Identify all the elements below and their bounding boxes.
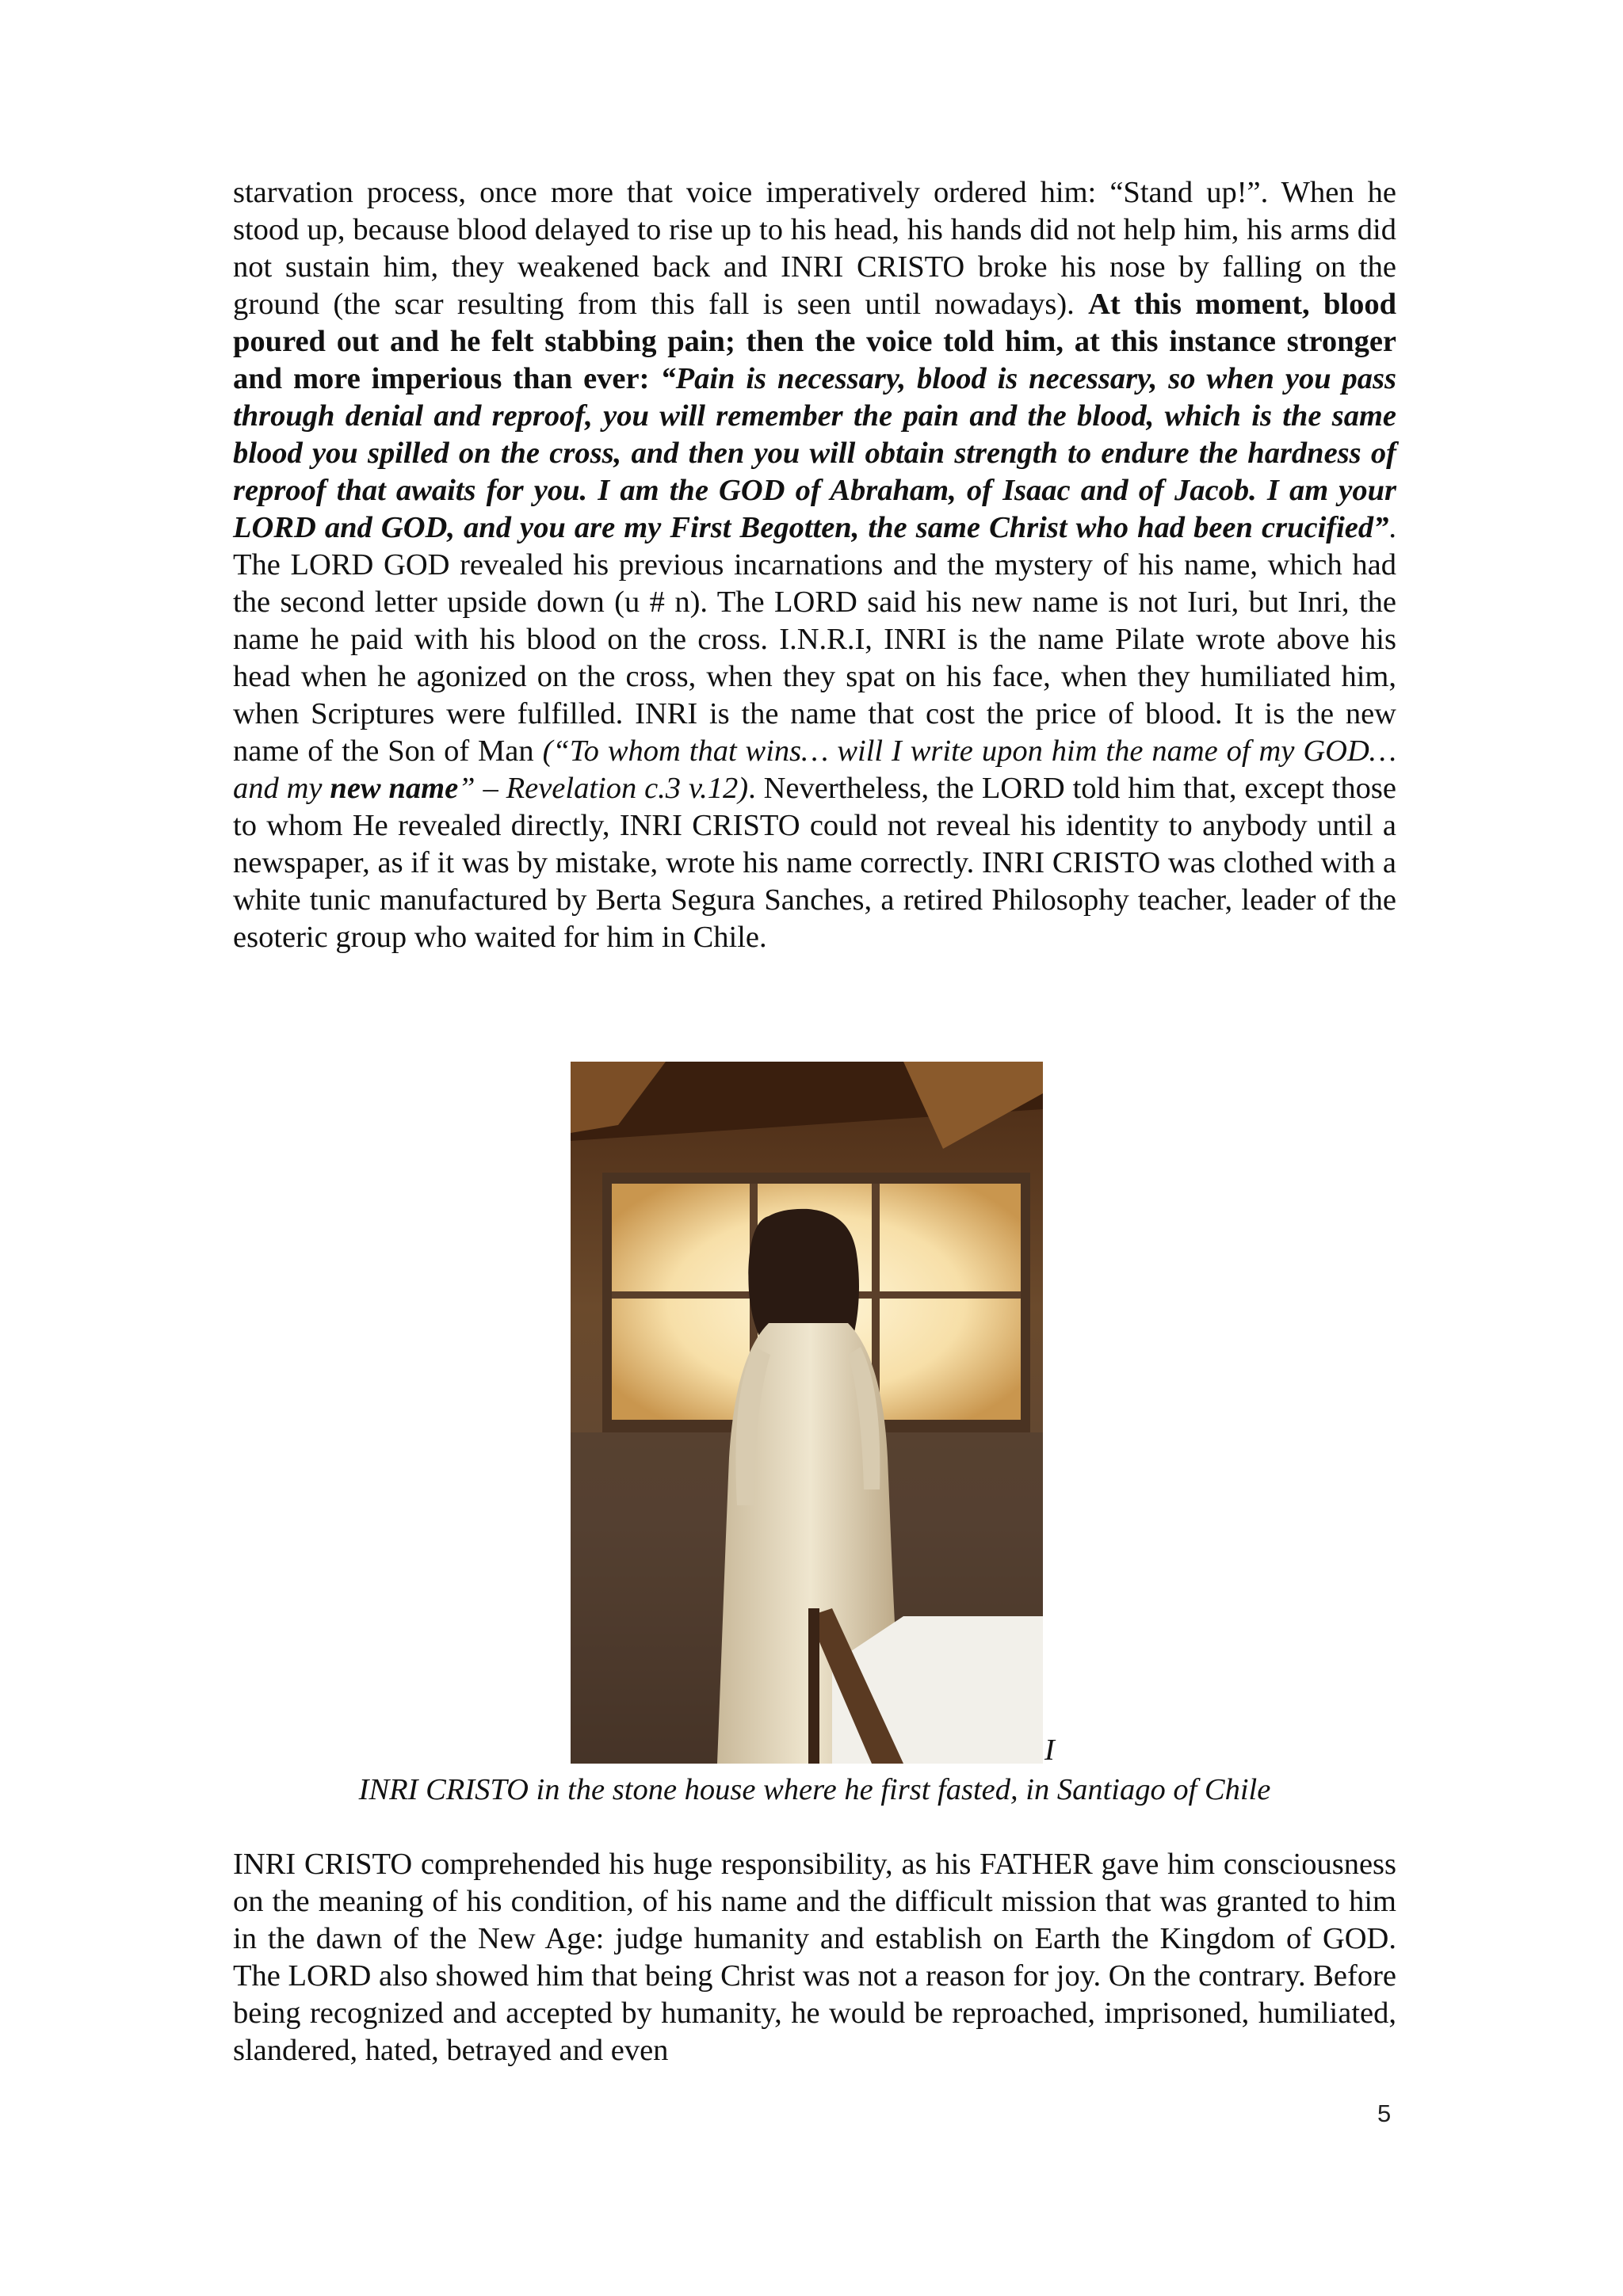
photo-illustration: [571, 1062, 1043, 1764]
figure-marker: I: [1044, 1733, 1055, 1767]
paragraph-1-text-a: starvation process, once more that voice imperatively ordered him: “Stand up!”. When he stood up, because blood delayed to rise up to his head, his hands did not help him, his arms did not sustain him, they weakened back and INRI CRISTO broke his nose by falling on the ground (the scar resulting from this fall is seen until nowadays).: [233, 176, 1396, 321]
paragraph-1-text-b: . The LORD GOD revealed his previous incarnations and the mystery of his name, which had the second letter upside down (u # n). The LORD said his new name is not Iuri, but Inri, the name he paid with his blood on the cross. I.N.R.I, INRI is the name Pilate wrote above his head when he agonized on the cross, when they spat on his face, when they humiliated him, when Scriptures were fulfilled. INRI is the name that cost the price of blood. It is the new name of the Son of Man: [233, 511, 1396, 768]
paragraph-1-citation-bold: new name: [330, 772, 459, 805]
paragraph-1-quote: “Pain is necessary, blood is necessary, so when you pass through denial and reproof, you will remember the pain and the blood, which is the same blood you spilled on the cross, and then you will obtain strength to endure the hardness of reproof that awaits for you. I am the GOD of Abraham, of Isaac and of Jacob. I am your LORD and GOD, and you are my First Begotten, the same Christ who had been crucified”: [233, 362, 1396, 544]
photo-figure: [571, 1062, 1043, 1764]
paragraph-1-text-c: . Nevertheless, the LORD told him that, except those to whom He revealed directly, INRI CRISTO could not reveal his identity to anybody until a newspaper, as if it was by mistake, wrote his name correctly. INRI CRISTO was clothed with a white tunic manufactured by Berta Segura Sanches, a retired Philosophy teacher, leader of the esoteric group who waited for him in Chile.: [233, 772, 1396, 954]
paragraph-2: INRI CRISTO comprehended his huge responsibility, as his FATHER gave him consciousness on the meaning of his condition, of his name and the difficult mission that was granted to him in the dawn of the New Age: judge humanity and establish on Earth the Kingdom of GOD. The LORD also showed him that being Christ was not a reason for joy. On the contrary. Before being recognized and accepted by humanity, he would be reproached, imprisoned, humiliated, slandered, hated, betrayed and even: [233, 1848, 1396, 2067]
paragraph-1-citation-a: (“To whom that wins… will I write upon him the name of my GOD… and my: [233, 734, 1396, 805]
page-number: 5: [1377, 2100, 1392, 2127]
paragraph-1: [233, 174, 1396, 956]
paragraph-1-citation-b: ” – Revelation c.3 v.12): [458, 772, 749, 805]
paragraph-1-bold-a: At this moment, blood poured out and he felt stabbing pain; then the voice told him, at this instance stronger and more imperious than ever:: [233, 288, 1396, 395]
figure-caption: INRI CRISTO in the stone house where he first fasted, in Santiago of Chile: [358, 1773, 1271, 1806]
